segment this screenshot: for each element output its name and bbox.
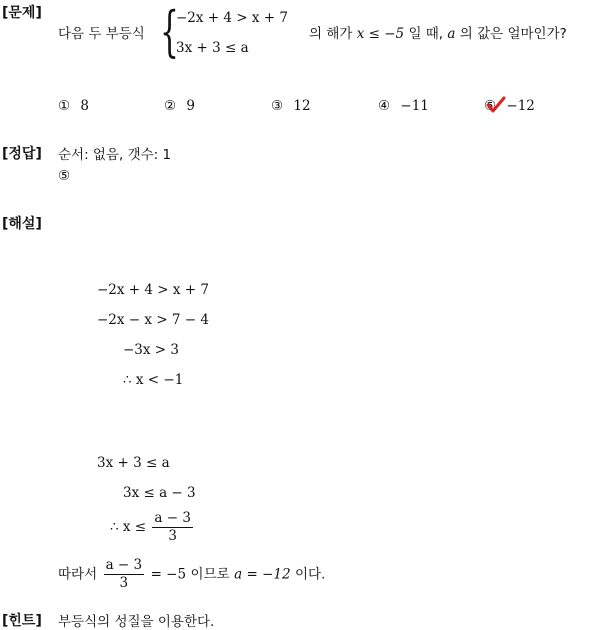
- conclusion-result: a = −12: [234, 566, 291, 583]
- step2-line-1: 3x + 3 ≤ a: [97, 455, 170, 471]
- conclusion-mid: 이므로: [190, 566, 230, 583]
- step1-line-1: −2x + 4 > x + 7: [97, 282, 209, 298]
- conclusion-equation: = −5: [150, 566, 187, 583]
- problem-tag: [문제]: [2, 5, 42, 21]
- step2-fraction: [152, 510, 193, 545]
- choice-value: −11: [400, 98, 429, 114]
- step2-line-3-prefix: ∴ x ≤: [110, 519, 147, 535]
- step1-line-2: −2x − x > 7 − 4: [97, 312, 209, 328]
- choice-mark: ③: [271, 98, 284, 114]
- fraction-denominator: 3: [119, 575, 129, 591]
- problem-condition: x ≤ −5: [356, 26, 405, 42]
- checkmark-icon: [486, 96, 506, 114]
- choice-mark: ④: [378, 98, 391, 114]
- conclusion-line: [58, 557, 325, 592]
- choice-mark: ⑤: [484, 98, 497, 114]
- explanation-tag: [해설]: [2, 216, 42, 232]
- step2-line-3: [110, 510, 195, 545]
- system-line-2: 3x + 3 ≤ a: [176, 40, 249, 56]
- fraction-denominator: 3: [168, 528, 177, 544]
- choice-5[interactable]: [484, 98, 535, 114]
- answer-tag: [정답]: [2, 146, 42, 162]
- choice-1[interactable]: [58, 98, 89, 114]
- problem-suffix-1: 의 해가: [309, 26, 353, 42]
- choice-value: 9: [186, 98, 195, 114]
- problem-suffix-2: 일 때,: [408, 26, 444, 42]
- system-line-1: −2x + 4 > x + 7: [176, 10, 288, 26]
- problem-prefix: 다음 두 부등식: [58, 26, 145, 42]
- hint-tag: [힌트]: [2, 613, 42, 629]
- conclusion-end: 이다.: [295, 566, 326, 583]
- choice-value: 8: [80, 98, 89, 114]
- choice-value: 12: [293, 98, 311, 114]
- conclusion-fraction: [104, 557, 145, 592]
- choice-mark: ①: [58, 98, 71, 114]
- step1-line-3: −3x > 3: [123, 342, 179, 358]
- step1-line-4: ∴ x < −1: [123, 372, 184, 388]
- problem-suffix-3: 의 값은 얼마인가?: [459, 26, 567, 42]
- conclusion-prefix: 따라서: [58, 566, 98, 583]
- system-brace: {: [160, 0, 179, 63]
- answer-mark: ⑤: [58, 168, 71, 184]
- answer-line: 순서: 없음, 갯수: 1: [58, 147, 172, 163]
- hint-text: 부등식의 성질을 이용한다.: [58, 614, 215, 630]
- step2-line-2: 3x ≤ a − 3: [123, 485, 196, 501]
- problem-suffix-line: [309, 22, 567, 42]
- choice-4[interactable]: [378, 98, 429, 114]
- problem-var-a: a: [447, 26, 456, 42]
- fraction-numerator: a − 3: [154, 510, 191, 526]
- choice-3[interactable]: [271, 98, 311, 114]
- fraction-numerator: a − 3: [105, 557, 143, 573]
- choice-value: −12: [506, 98, 535, 114]
- choice-2[interactable]: [164, 98, 195, 114]
- choice-mark: ②: [164, 98, 177, 114]
